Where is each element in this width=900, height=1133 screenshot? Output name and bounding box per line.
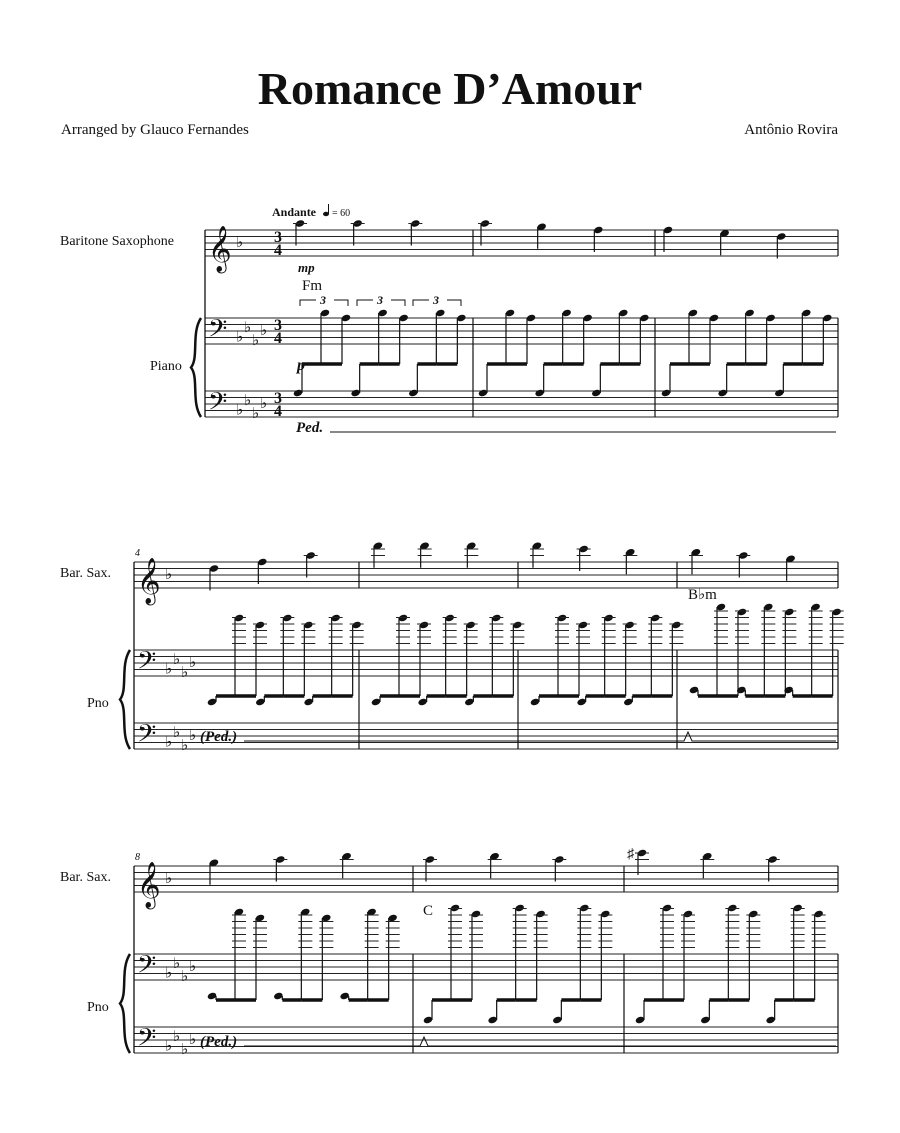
chord-symbol-c: C bbox=[423, 903, 434, 919]
key-signature-flat: ♭ bbox=[189, 1032, 197, 1048]
key-signature-flat: ♭ bbox=[236, 329, 244, 346]
key-signature-flat: ♭ bbox=[189, 959, 197, 975]
piano-upper-staff bbox=[205, 318, 838, 344]
instrument-label-saxophone: Bar. Sax. bbox=[60, 870, 111, 885]
key-signature-flat: ♭ bbox=[236, 402, 244, 419]
key-signature-flat: ♭ bbox=[165, 734, 173, 751]
instrument-label-saxophone: Baritone Saxophone bbox=[60, 234, 174, 249]
key-signature-flat: ♭ bbox=[165, 1038, 173, 1055]
pedal-continued-mark: (Ped.) bbox=[200, 1034, 238, 1050]
tuplet-number: 3 bbox=[433, 293, 439, 307]
piano-brace bbox=[120, 650, 130, 749]
tempo-word: Andante bbox=[272, 205, 317, 219]
piano-upper-staff bbox=[134, 954, 838, 980]
tuplet-bracket-line bbox=[357, 300, 373, 306]
bass-clef: 𝄢 bbox=[137, 647, 157, 681]
key-signature-flat: ♭ bbox=[244, 319, 252, 336]
time-signature-bottom: 4 bbox=[274, 242, 282, 259]
key-signature-flat: ♭ bbox=[173, 955, 181, 972]
sharp-accidental: ♯ bbox=[627, 847, 634, 862]
tuplet-number: 3 bbox=[320, 293, 326, 307]
measure-number: 8 bbox=[135, 852, 140, 863]
dynamic-p: p bbox=[297, 357, 305, 374]
time-signature-top: 3 bbox=[274, 317, 282, 334]
treble-clef: 𝄞 bbox=[137, 862, 161, 907]
tuplet-bracket-line bbox=[413, 300, 429, 306]
key-signature-flat: ♭ bbox=[173, 724, 181, 741]
pedal-continued-mark: (Ped.) bbox=[200, 729, 238, 745]
instrument-label-piano: Pno bbox=[87, 696, 109, 711]
treble-clef: 𝄞 bbox=[137, 558, 161, 603]
chord-symbol-fm: Fm bbox=[302, 278, 323, 294]
key-signature-flat: ♭ bbox=[165, 871, 173, 887]
key-signature-flat: ♭ bbox=[181, 664, 189, 681]
key-signature-flat: ♭ bbox=[252, 405, 260, 422]
key-signature-flat: ♭ bbox=[260, 323, 268, 339]
tuplet-number: 3 bbox=[377, 293, 383, 307]
score-title: Romance D’Amour bbox=[257, 63, 643, 114]
bass-clef: 𝄢 bbox=[137, 1024, 157, 1058]
instrument-label-piano: Pno bbox=[87, 1000, 109, 1015]
key-signature-flat: ♭ bbox=[236, 235, 244, 251]
saxophone-staff bbox=[134, 866, 838, 892]
saxophone-staff bbox=[134, 562, 838, 588]
time-signature-bottom: 4 bbox=[274, 330, 282, 347]
key-signature-flat: ♭ bbox=[181, 968, 189, 985]
piano-brace bbox=[120, 954, 130, 1053]
piano-lower-staff bbox=[134, 723, 838, 749]
treble-clef: 𝄞 bbox=[208, 226, 232, 271]
time-signature-top: 3 bbox=[274, 390, 282, 407]
bass-clef: 𝄢 bbox=[208, 315, 228, 349]
composer-credit: Antônio Rovira bbox=[744, 122, 838, 138]
bass-clef: 𝄢 bbox=[137, 720, 157, 754]
key-signature-flat: ♭ bbox=[173, 1028, 181, 1045]
tempo-bpm: = 60 bbox=[332, 208, 351, 219]
tuplet-bracket-line bbox=[391, 300, 405, 306]
chord-symbol-bbm: B♭m bbox=[688, 587, 717, 603]
instrument-label-piano: Piano bbox=[150, 359, 182, 374]
tuplet-bracket-line bbox=[334, 300, 348, 306]
pedal-start-mark: Ped. bbox=[296, 420, 324, 436]
key-signature-flat: ♭ bbox=[165, 965, 173, 982]
measure-number: 4 bbox=[135, 548, 140, 559]
key-signature-flat: ♭ bbox=[165, 661, 173, 678]
pedal-line bbox=[244, 1037, 836, 1046]
piano-brace bbox=[191, 318, 201, 417]
key-signature-flat: ♭ bbox=[252, 332, 260, 349]
instrument-label-saxophone: Bar. Sax. bbox=[60, 566, 111, 581]
piano-upper-staff bbox=[134, 650, 838, 676]
key-signature-flat: ♭ bbox=[260, 396, 268, 412]
saxophone-staff bbox=[205, 230, 838, 256]
bass-clef: 𝄢 bbox=[208, 388, 228, 422]
tuplet-bracket-line bbox=[447, 300, 461, 306]
arranger-credit: Arranged by Glauco Fernandes bbox=[61, 122, 249, 138]
time-signature-bottom: 4 bbox=[274, 403, 282, 420]
key-signature-flat: ♭ bbox=[244, 392, 252, 409]
key-signature-flat: ♭ bbox=[181, 1041, 189, 1058]
key-signature-flat: ♭ bbox=[189, 728, 197, 744]
piano-lower-staff bbox=[134, 1027, 838, 1053]
dynamic-mp: mp bbox=[298, 260, 315, 275]
key-signature-flat: ♭ bbox=[165, 567, 173, 583]
tuplet-bracket-line bbox=[300, 300, 316, 306]
key-signature-flat: ♭ bbox=[173, 651, 181, 668]
time-signature-top: 3 bbox=[274, 229, 282, 246]
key-signature-flat: ♭ bbox=[189, 655, 197, 671]
key-signature-flat: ♭ bbox=[181, 737, 189, 754]
bass-clef: 𝄢 bbox=[137, 951, 157, 985]
